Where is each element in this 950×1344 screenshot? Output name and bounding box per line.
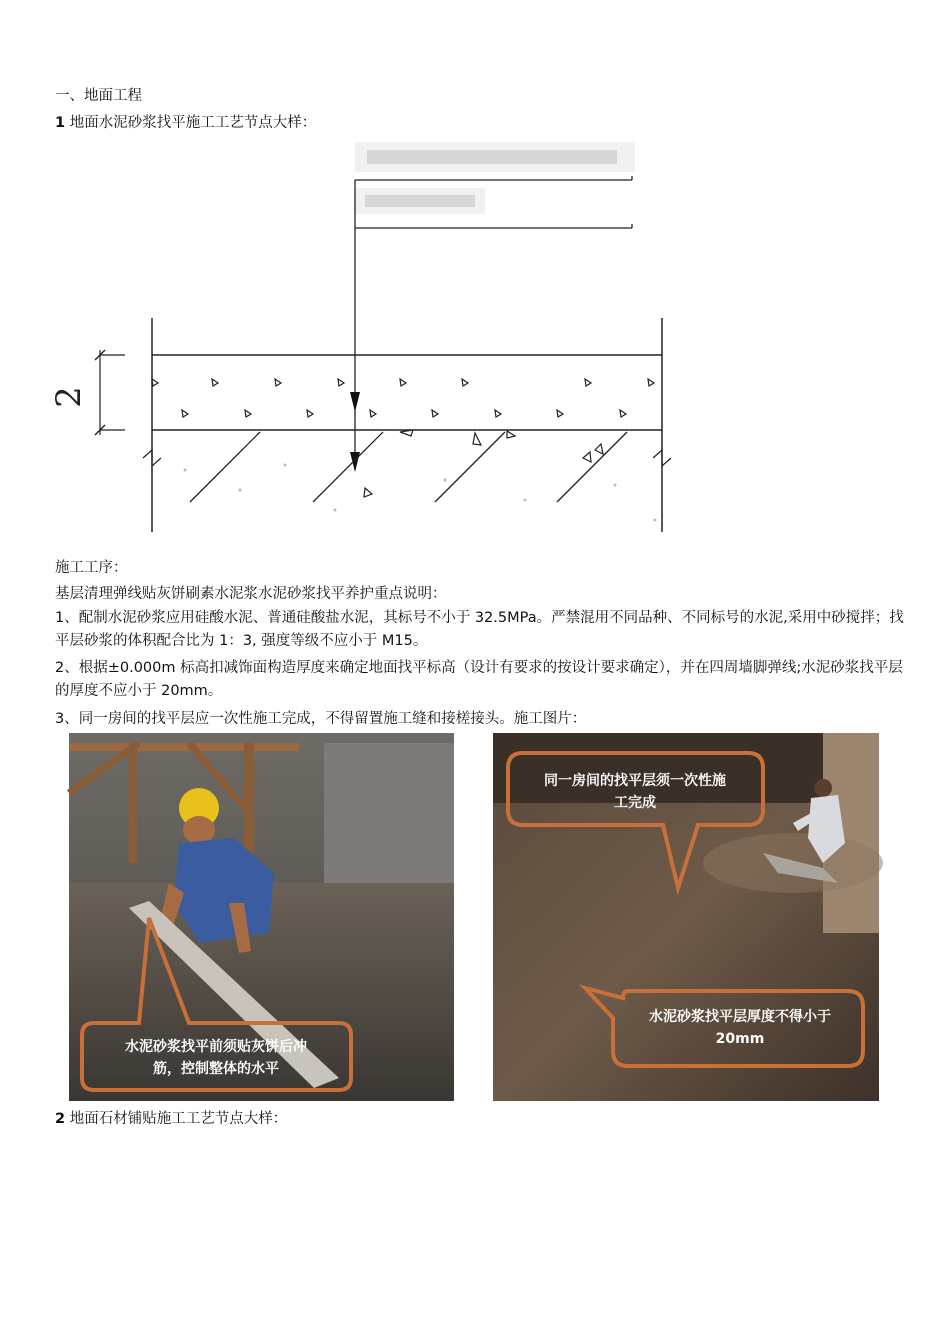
screed-section-diagram [49, 140, 690, 535]
item2-title: 地面石材铺贴施工工艺节点大样： [69, 1111, 288, 1127]
note-1: 1、配制水泥砂浆应用硅酸水泥、普通硅酸盐水泥，其标号不小于 32.5MPa。严禁混用不同品种、不同标号的水泥,采用中砂搅拌；找平层砂浆的体积配合比为 1：3, 强度等级不应小于 M15。 [55, 610, 904, 649]
process-sequence: 基层清理弹线贴灰饼刷素水泥浆水泥砂浆找平养护重点说明： [55, 586, 447, 602]
note-3: 3、同一房间的找平层应一次性施工完成，不得留置施工缝和接槎接头。施工图片： [55, 711, 587, 727]
right-callout-bottom-line2: 20mm [715, 1031, 765, 1047]
dimension-label: 2 [49, 386, 89, 408]
right-callout-bottom-line1: 水泥砂浆找平层厚度不得小于 [649, 1009, 831, 1025]
item2-heading [55, 1108, 287, 1130]
left-callout-line1: 水泥砂浆找平前须贴灰饼后冲 [125, 1039, 307, 1055]
item1-title: 地面水泥砂浆找平施工工艺节点大样： [69, 115, 317, 131]
left-callout-line2: 筋，控制整体的水平 [153, 1061, 279, 1077]
photo-finished-screed [493, 733, 879, 1101]
item2-number: 2 [55, 1111, 66, 1127]
process-heading: 施工工序： [55, 560, 128, 576]
right-callout-top-line1: 同一房间的找平层须一次性施 [544, 773, 726, 789]
right-callout-top-line2: 工完成 [614, 795, 656, 811]
section-heading: 一、地面工程 [55, 88, 142, 104]
photo-screeding-worker [69, 733, 454, 1101]
item1-heading [55, 112, 316, 134]
note-2: 2、根据±0.000m 标高扣减饰面构造厚度来确定地面找平标高（设计有要求的按设计要求确定），并在四周墙脚弹线;水泥砂浆找平层的厚度不应小于 20mm。 [55, 660, 903, 699]
item1-number: 1 [55, 115, 66, 131]
